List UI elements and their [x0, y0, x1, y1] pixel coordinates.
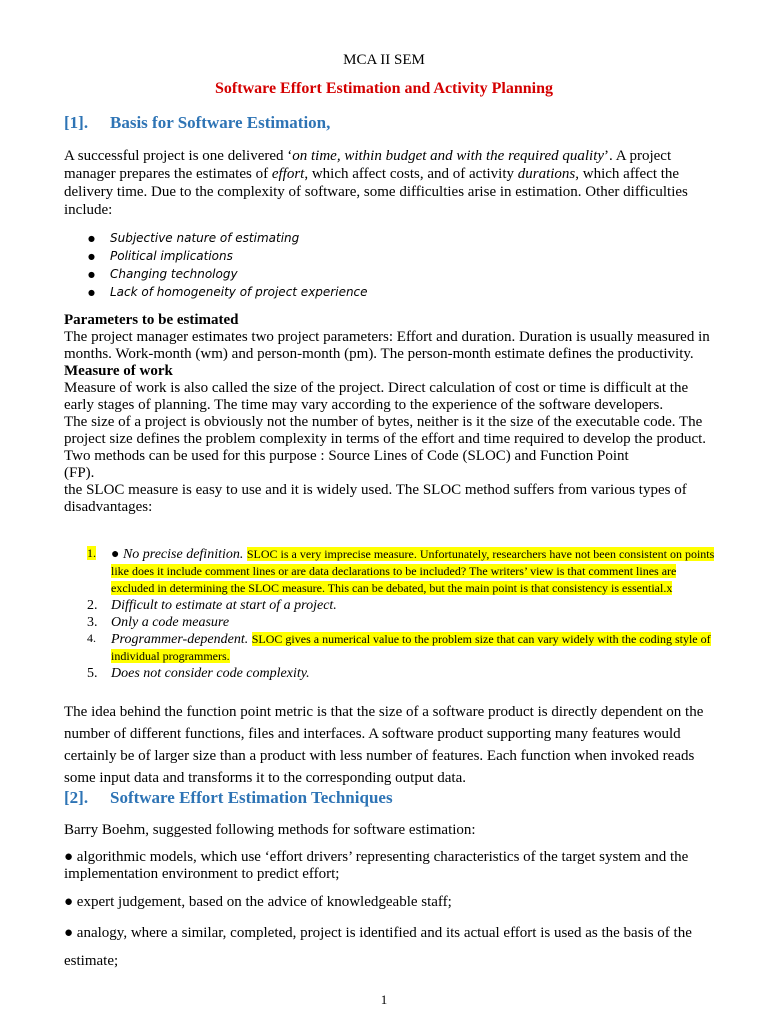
- item-number: 2.: [87, 598, 98, 613]
- list-item: [87, 631, 717, 665]
- item-number: 4.: [87, 631, 96, 645]
- parameters-heading: Parameters to be estimated: [64, 312, 239, 328]
- intro-durations: durations: [517, 166, 576, 182]
- document-title: Software Effort Estimation and Activity Planning: [215, 80, 553, 97]
- item-title: Difficult to estimate at start of a project.: [111, 598, 337, 613]
- item-number: 3.: [87, 615, 98, 630]
- parameters-block: [64, 312, 714, 516]
- parameters-text: The project manager estimates two project parameters: Effort and duration. Duration is usually measured in months. Work-month (wm) and person-month (pm). The person-month estimate defines the productivity.: [64, 329, 710, 362]
- course-label: MCA II SEM: [343, 52, 425, 68]
- section-1-heading: [64, 113, 330, 133]
- method-analogy: ● analogy, where a similar, completed, project is identified and its actual effort is used as the basis of the estimate;: [64, 925, 692, 969]
- intro-effort: effort: [271, 166, 305, 182]
- page-number: 1: [380, 992, 388, 1007]
- intro-text-a: A successful project is one delivered ‘: [64, 148, 293, 164]
- section-2-title: Software Effort Estimation Techniques: [110, 788, 393, 807]
- methods-text-b: (FP).: [64, 465, 95, 481]
- item-title: ● No precise definition.: [111, 547, 244, 562]
- difficulties-list: [88, 229, 368, 301]
- list-item: ● Subjective nature of estimating: [88, 229, 368, 247]
- section-1-number: [1].: [64, 113, 89, 132]
- list-item: ● Political implications: [88, 247, 368, 265]
- section-1-title: Basis for Software Estimation,: [110, 113, 331, 132]
- item-detail: SLOC gives a numerical value to the problem size that can vary widely with the coding style of individual programmers.: [111, 632, 711, 663]
- list-item: ● Changing technology: [88, 265, 368, 283]
- section-2-heading: [64, 788, 393, 808]
- item-detail: SLOC is a very imprecise measure. Unfortunately, researchers have not been consistent on points like does it include comment lines or are data declarations to be included? The writers’ view is that comment lines are excluded in determining the SLOC measure. This can be debated, but the main point is that consistency is essential.x: [111, 547, 715, 595]
- item-title: Programmer-dependent.: [111, 632, 249, 647]
- item-number: 5.: [87, 666, 98, 681]
- list-item: [87, 665, 717, 682]
- intro-text-d: , which affect the delivery time. Due to the complexity of software, some difficulties arise in estimation. Other difficulties include:: [64, 166, 688, 218]
- item-title: Does not consider code complexity.: [111, 666, 310, 681]
- intro-quote: on time, within budget and with the required quality: [292, 148, 605, 164]
- method-algorithmic: ● algorithmic models, which use ‘effort drivers’ representing characteristics of the target system and the implementation environment to predict effort;: [64, 849, 689, 882]
- list-item: [87, 597, 717, 614]
- measure-text-1: Measure of work is also called the size of the project. Direct calculation of cost or time is difficult at the early stages of planning. The time may vary according to the experience of the software developers.: [64, 380, 689, 413]
- disadvantages-list: [87, 546, 717, 682]
- list-item: [87, 546, 717, 597]
- section-2-number: [2].: [64, 788, 89, 807]
- list-item: [87, 614, 717, 631]
- sloc-text: the SLOC measure is easy to use and it is widely used. The SLOC method suffers from various types of disadvantages:: [64, 482, 687, 515]
- measure-text-2: The size of a project is obviously not the number of bytes, neither is it the size of the executable code. The project size defines the problem complexity in terms of the effort and time required to develop the product.: [64, 414, 707, 447]
- item-number: 1.: [87, 546, 96, 560]
- function-point-paragraph: The idea behind the function point metric is that the size of a software product is directly dependent on the number of different functions, files and interfaces. A software product supporting many features would certainly be of larger size than a product with less number of features. Each function when invoked reads some input data and transforms it to the corresponding output data.: [64, 704, 704, 786]
- method-expert: ● expert judgement, based on the advice of knowledgeable staff;: [64, 894, 452, 910]
- methods-text-a: Two methods can be used for this purpose : Source Lines of Code (SLOC) and Function Point: [64, 448, 629, 464]
- section-2-intro: Barry Boehm, suggested following methods for software estimation:: [64, 822, 476, 838]
- intro-paragraph: [64, 147, 714, 219]
- measure-heading: Measure of work: [64, 363, 173, 379]
- intro-text-b: ’. A project manager prepares the estimates of: [64, 148, 672, 182]
- list-item: ● Lack of homogeneity of project experience: [88, 283, 368, 301]
- intro-text-c: , which affect costs, and of activity: [304, 166, 518, 182]
- item-title: Only a code measure: [111, 615, 230, 630]
